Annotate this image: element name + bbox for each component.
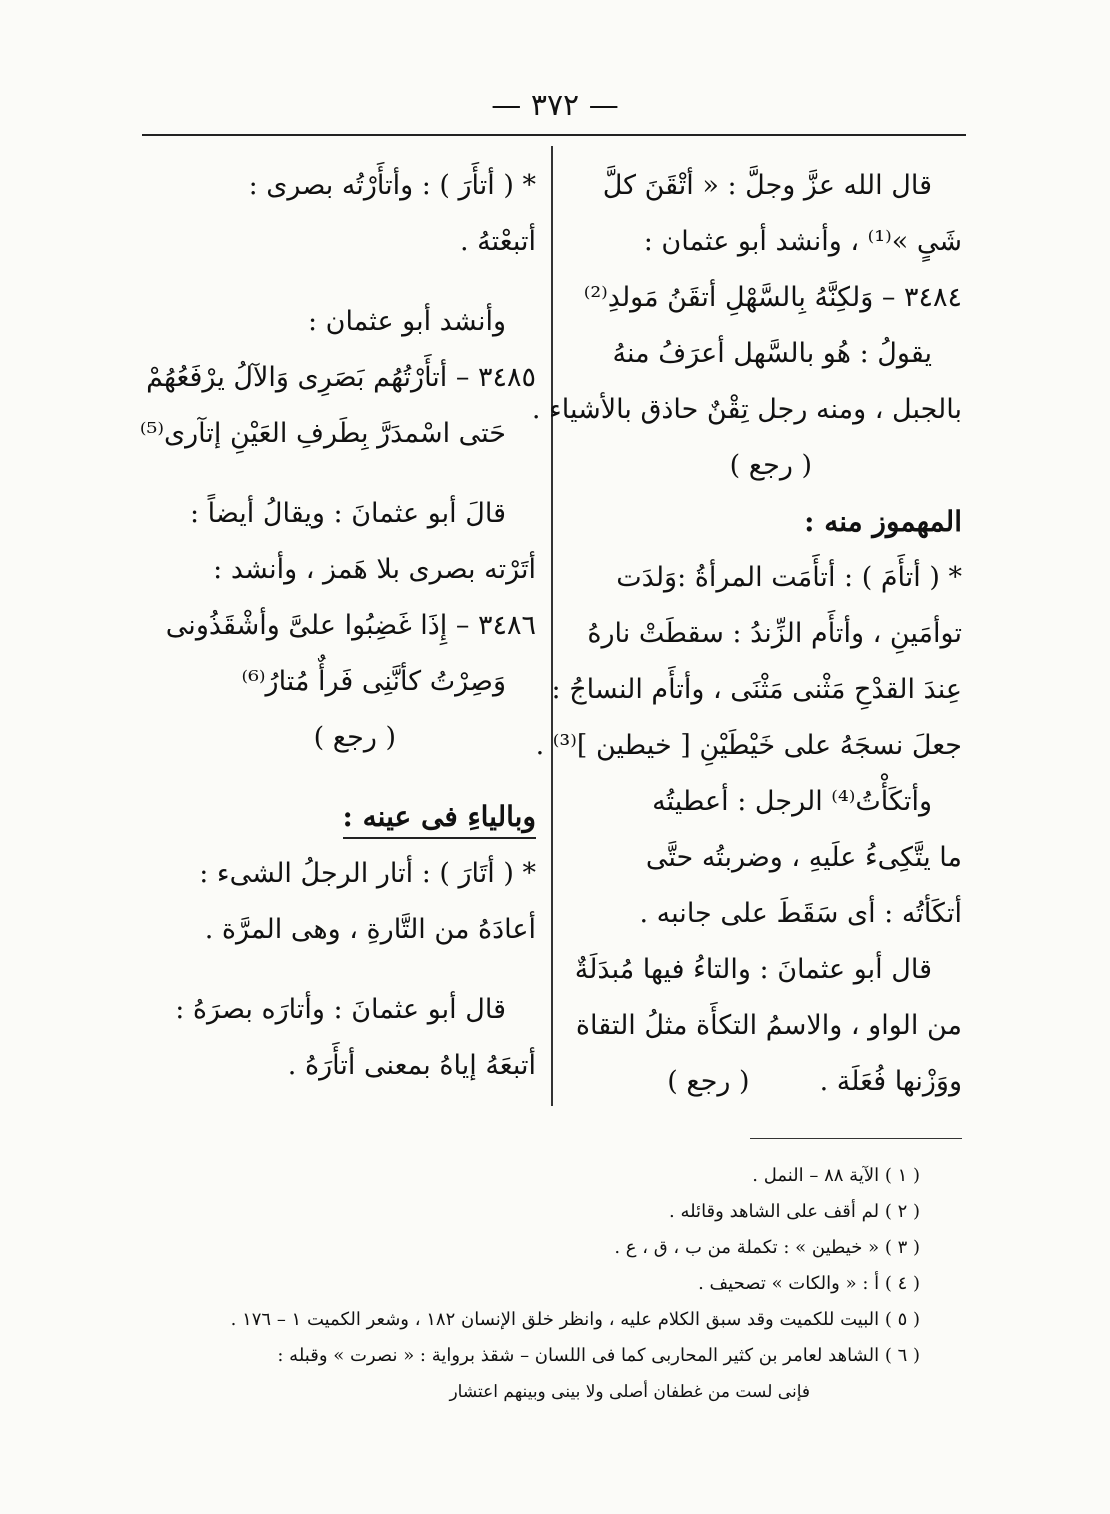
- verse-line: ٣٤٨٤ – وَلكِنَّهُ بِالسَّهْلِ أتقَنُ مَولدِ⁽²⁾: [583, 282, 962, 313]
- right-column: [531, 158, 962, 1110]
- left-column: [139, 158, 536, 1094]
- text-line: يقولُ : هُو بالسَّهل أعرَفُ منهُ: [612, 338, 932, 369]
- text-line: ووَزْنها فُعَلَة .( رجع ): [667, 1066, 962, 1097]
- footnote: ( ٦ ) الشاهد لعامر بن كثير المحاربى كما فى اللسان – شقذ برواية : « نصرت » وقبله :: [277, 1345, 920, 1366]
- verse-line: ٣٤٨٦ – إِذَا غَضِبُوا علىَّ وأشْقَذُونى: [165, 610, 536, 641]
- text-line: قال أبو عثمانَ : وأتارَه بصرَهُ :: [175, 994, 506, 1025]
- text-line: قالَ أبو عثمانَ : ويقالُ أيضاً :: [189, 498, 506, 529]
- footnote: ( ٢ ) لم أقف على الشاهد وقائله .: [669, 1201, 920, 1222]
- footnote: ( ٤ ) أ : « والكات » تصحيف .: [698, 1273, 920, 1294]
- text-line: أتبعْتهُ .: [460, 226, 536, 257]
- text-line: قال أبو عثمانَ : والتاءُ فيها مُبدَلَةٌ: [574, 954, 932, 985]
- verse-line: حَتى اسْمدَرَّ بِطَرفِ العَيْنِ إتآرى⁽⁵⁾: [139, 418, 506, 449]
- entry-line: * ( أتأَمَ ) : أتأَمَت المرأةُ :وَلدَت: [616, 562, 962, 593]
- entry-line: * ( أتأَرَ ) : وأتأَرْتُه بصرى :: [248, 170, 536, 201]
- verse-line: ٣٤٨٥ – أتأَرْتُهُم بَصَرِى وَالآلُ يرْفَعُهُمْ: [146, 362, 536, 393]
- return-marker: ( رجع ): [667, 1066, 750, 1097]
- text-line: جعلَ نسجَهُ على خَيْطَيْنِ [ خيطين ]⁽³⁾ .: [535, 730, 962, 761]
- footnote-verse: فإنى لست من غطفان أصلى ولا بينى وبينهم اعتشار: [449, 1382, 810, 1402]
- section-heading: المهموز منه :: [804, 505, 962, 538]
- text-line: بالجبل ، ومنه رجل تِقْنٌ حاذق بالأشياء .: [531, 394, 962, 425]
- text-line: أعادَهُ من التَّارةِ ، وهى المرَّة .: [204, 914, 536, 945]
- text-line: قال الله عزَّ وجلَّ : « أتْقَنَ كلَّ: [602, 170, 932, 201]
- text-line: وأنشد أبو عثمان :: [307, 306, 506, 337]
- footnote-rule: [750, 1138, 962, 1139]
- text-line: ما يتَّكِىءُ علَيهِ ، وضربتُه حتَّى: [645, 842, 962, 873]
- footnote: ( ١ ) الآية ٨٨ – النمل .: [752, 1165, 920, 1186]
- section-heading: وبالياءِ فى عينه :: [150, 790, 536, 846]
- text-line: أتبعَهُ إياهُ بمعنى أتأَرَهُ .: [287, 1050, 536, 1081]
- text-line: وأتكَأْتُ⁽⁴⁾ الرجل : أعطيتُه: [652, 786, 932, 817]
- return-marker: ( رجع ): [313, 722, 396, 753]
- text-line: أتكَأتُه : أى سَقَطَ على جانبه .: [639, 898, 962, 929]
- verse-line: وَصِرْتُ كأنَّنِى فَرأٌ مُتارُ⁽⁶⁾: [241, 666, 506, 697]
- page-number: — ٣٧٢ —: [491, 88, 619, 123]
- text-line: شَىٍ »⁽¹⁾ ، وأنشد أبو عثمان :: [643, 226, 962, 257]
- header-rule: [142, 134, 966, 136]
- text-line: عِندَ القدْحِ مَثْنى مَثْنَى ، وأتأَم النساجُ :: [551, 674, 962, 705]
- return-marker: ( رجع ): [729, 450, 812, 481]
- entry-line: * ( أتَارَ ) : أتار الرجلُ الشىء :: [199, 858, 536, 889]
- footnote: ( ٥ ) البيت للكميت وقد سبق الكلام عليه ، وانظر خلق الإنسان ١٨٢ ، وشعر الكميت ١ – ١٧٦ .: [230, 1309, 920, 1330]
- footnote: ( ٣ ) « خيطين » : تكملة من ب ، ق ، ع .: [614, 1237, 920, 1258]
- text-line: من الواو ، والاسمُ التكأَة مثلُ التقاة: [575, 1010, 962, 1041]
- footnotes: [150, 1158, 920, 1410]
- text-line: أتَرْته بصرى بلا هَمز ، وأنشد :: [213, 554, 536, 585]
- column-divider: [551, 146, 553, 1106]
- text-line: توأمَينِ ، وأتأَم الزِّندُ : سقطَتْ نارهُ: [587, 618, 962, 649]
